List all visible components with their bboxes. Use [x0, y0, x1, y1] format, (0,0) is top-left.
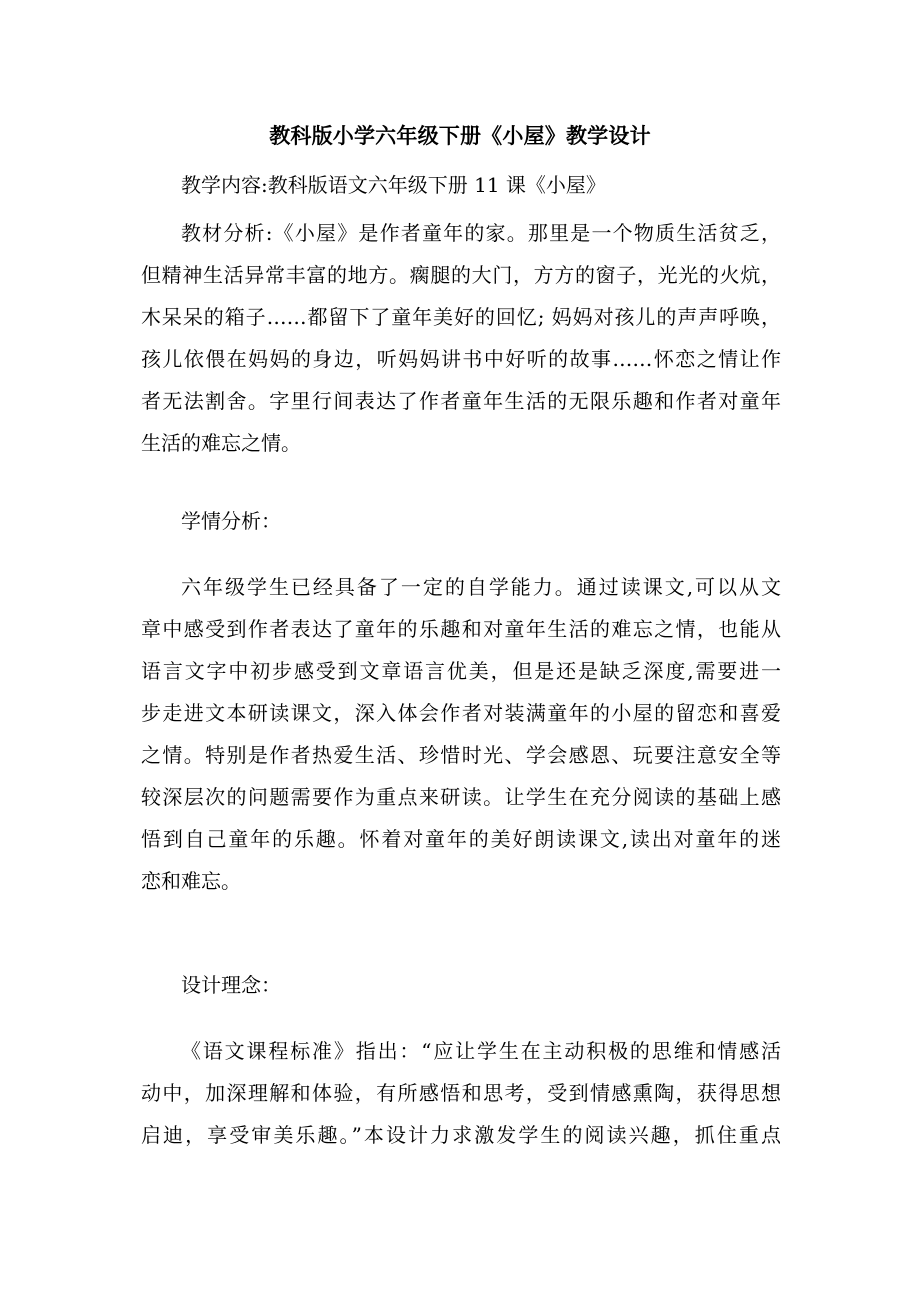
paragraph-line: 教材分析:《小屋》是作者童年的家。那里是一个物质生活贫乏，: [181, 221, 781, 245]
paragraph-line: 较深层次的问题需要作为重点来研读。让学生在充分阅读的基础上感: [141, 785, 781, 809]
paragraph-line: 章中感受到作者表达了童年的乐趣和对童年生活的难忘之情，也能从: [141, 617, 781, 641]
paragraph-line: 启迪，享受审美乐趣。”本设计力求激发学生的阅读兴趣，抓住重点: [141, 1123, 781, 1147]
paragraph-line: 《语文课程标准》指出：“应让学生在主动积极的思维和情感活: [181, 1039, 781, 1063]
material-analysis-paragraph: [141, 212, 781, 464]
learner-analysis-paragraph: [141, 566, 781, 902]
paragraph-line: 恋和难忘。: [141, 869, 241, 893]
paragraph-line: 步走进文本研读课文，深入体会作者对装满童年的小屋的留恋和喜爱: [141, 701, 781, 725]
learner-analysis-heading-block: [141, 500, 781, 542]
learner-analysis-heading: 学情分析：: [181, 509, 281, 533]
paragraph-line: 之情。特别是作者热爱生活、珍惜时光、学会感恩、玩要注意安全等: [141, 743, 781, 767]
paragraph-line: 者无法割舍。字里行间表达了作者童年生活的无限乐趣和作者对童年: [141, 389, 781, 413]
teaching-content: [141, 164, 781, 206]
teaching-content-line: 教学内容:教科版语文六年级下册 11 课《小屋》: [181, 173, 606, 197]
paragraph-line: 六年级学生已经具备了一定的自学能力。通过读课文,可以从文: [181, 575, 781, 599]
design-concept-heading: 设计理念：: [181, 973, 281, 997]
paragraph-line: 悟到自己童年的乐趣。怀着对童年的美好朗读课文,读出对童年的迷: [141, 827, 781, 851]
paragraph-line: 孩儿依偎在妈妈的身边，听妈妈讲书中好听的故事……怀恋之情让作: [141, 347, 781, 371]
design-concept-heading-block: [141, 964, 781, 1006]
paragraph-line: 生活的难忘之情。: [141, 431, 301, 455]
paragraph-line: 但精神生活异常丰富的地方。瘸腿的大门，方方的窗子，光光的火炕，: [141, 263, 781, 287]
paragraph-line: 语言文字中初步感受到文章语言优美，但是还是缺乏深度,需要进一: [141, 659, 781, 683]
document-title: 教科版小学六年级下册《小屋》教学设计: [269, 123, 651, 148]
paragraph-line: 木呆呆的箱子……都留下了童年美好的回忆; 妈妈对孩儿的声声呼唤，: [141, 305, 781, 329]
design-concept-paragraph: [141, 1030, 781, 1156]
paragraph-line: 动中，加深理解和体验，有所感悟和思考，受到情感熏陶，获得思想: [141, 1081, 781, 1105]
